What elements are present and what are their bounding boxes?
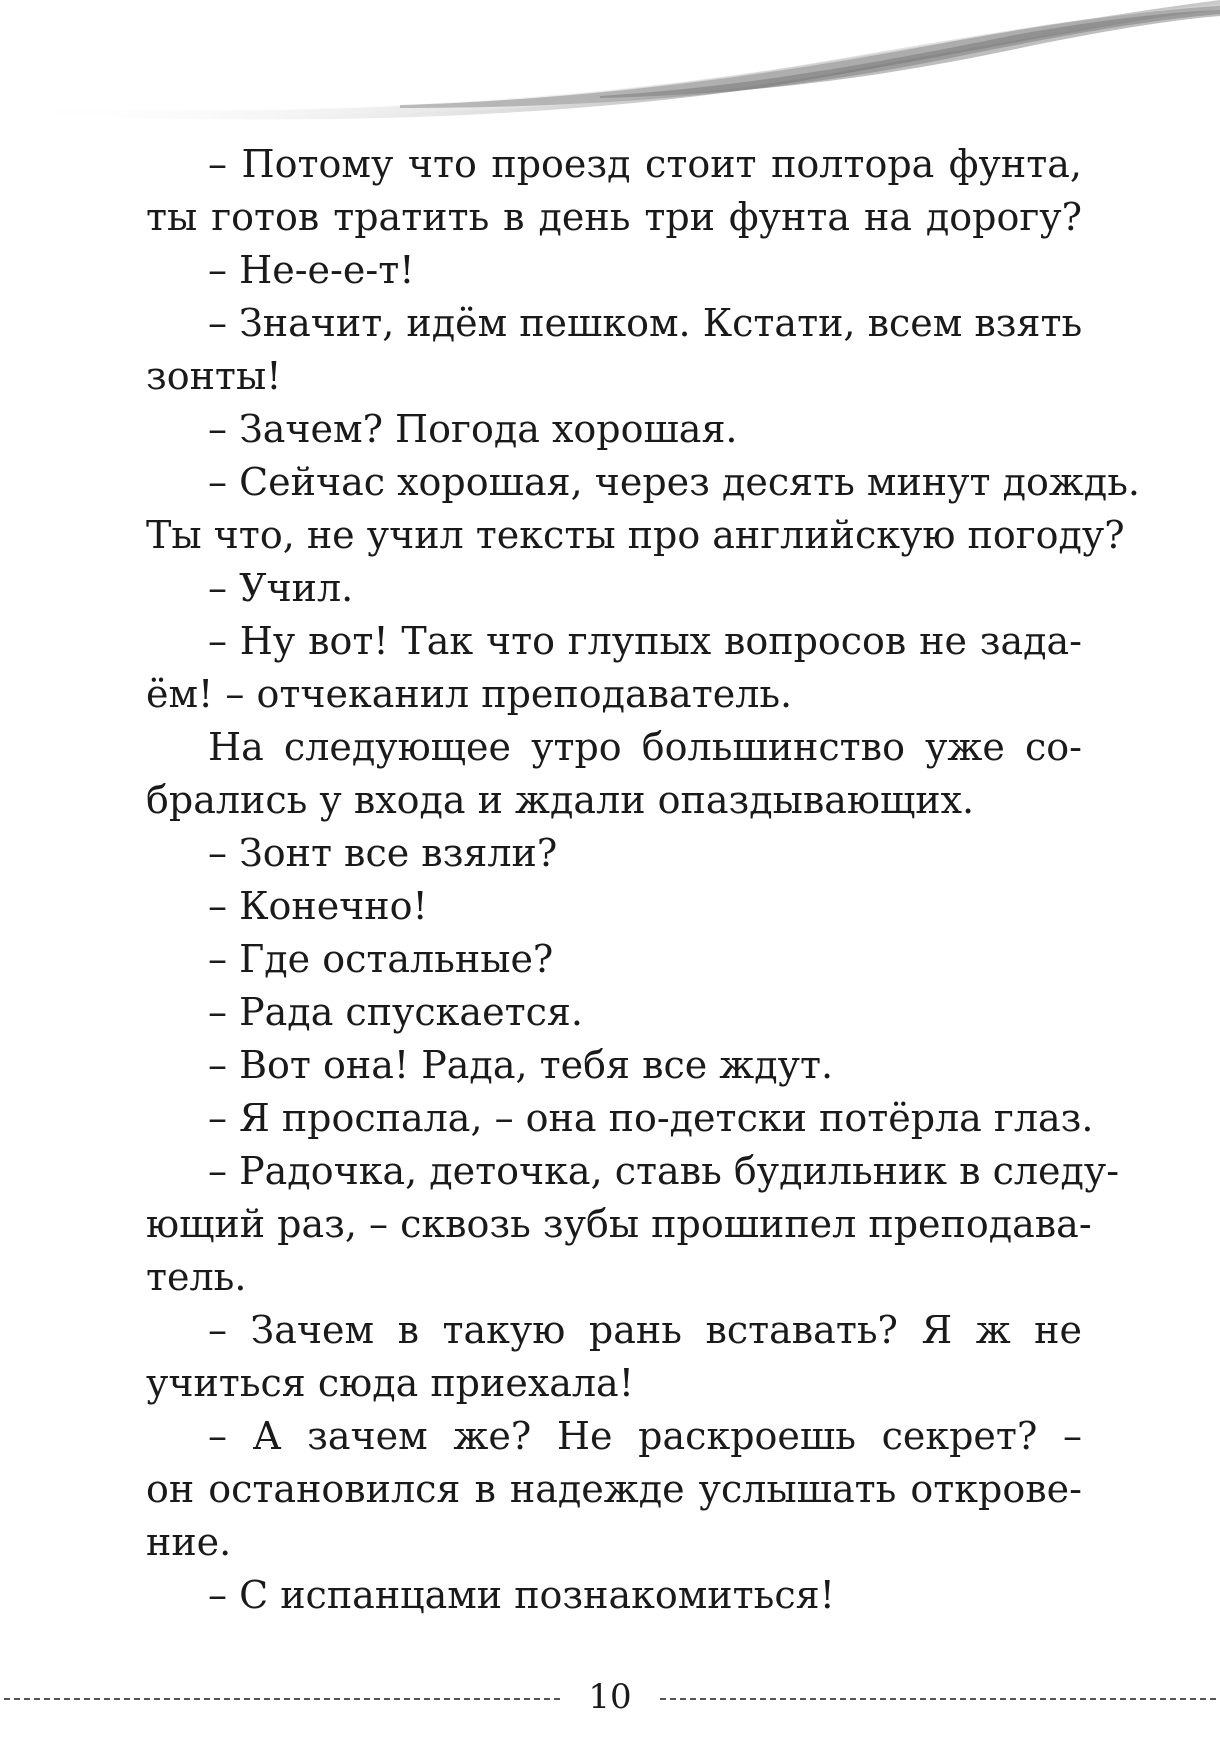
text-line: – А зачем же? Не раскроешь секрет? – <box>208 1414 1082 1458</box>
text-line: ты готов тратить в день три фунта на дорогу? <box>146 195 1082 239</box>
text-line: – Вот она! Рада, тебя все ждут. <box>208 1043 834 1087</box>
body-text <box>146 138 1140 1622</box>
text-line: Ты что, не учил тексты про английскую погоду? <box>146 513 1125 557</box>
text-line: ющий раз, – сквозь зубы прошипел преподава- <box>146 1202 1092 1246</box>
text-line: – Учил. <box>208 566 354 610</box>
header-swoosh-decoration <box>0 0 1220 150</box>
text-line: зонты! <box>146 354 282 398</box>
page-footer <box>0 1672 1220 1722</box>
text-line: – Значит, идём пешком. Кстати, всем взять <box>208 301 1083 345</box>
text-line: – Рада спускается. <box>208 990 583 1034</box>
text-line: – Сейчас хорошая, через десять минут дождь. <box>208 460 1140 504</box>
text-line: – Зонт все взяли? <box>208 831 558 875</box>
text-line: ём! – отчеканил преподаватель. <box>146 672 793 716</box>
text-line: – Радочка, деточка, ставь будильник в следу- <box>208 1149 1120 1193</box>
text-line: он остановился в надежде услышать открове- <box>146 1467 1082 1511</box>
text-line: – Я проспала, – она по-детски потёрла глаз. <box>208 1096 1094 1140</box>
text-line: – Не-е-е-т! <box>208 248 415 292</box>
text-line: На следующее утро большинство уже со- <box>208 725 1082 769</box>
page-number: 10 <box>588 1677 632 1717</box>
text-line: – Зачем в такую рань вставать? Я ж не <box>208 1308 1082 1352</box>
text-line: учиться сюда приехала! <box>146 1361 634 1405</box>
text-line: – С испанцами познакомиться! <box>208 1573 835 1617</box>
text-line: – Конечно! <box>208 884 428 928</box>
text-line: – Ну вот! Так что глупых вопросов не зада- <box>208 619 1082 663</box>
text-line: – Где остальные? <box>208 937 554 981</box>
text-line: – Потому что проезд стоит полтора фунта, <box>208 142 1082 186</box>
text-line: тель. <box>146 1255 247 1299</box>
footer-dashed-rule-right <box>660 1698 1216 1700</box>
text-line: – Зачем? Погода хорошая. <box>208 407 738 451</box>
footer-dashed-rule-left <box>4 1698 560 1700</box>
text-line: брались у входа и ждали опаздывающих. <box>146 778 975 822</box>
text-line: ние. <box>146 1520 232 1564</box>
